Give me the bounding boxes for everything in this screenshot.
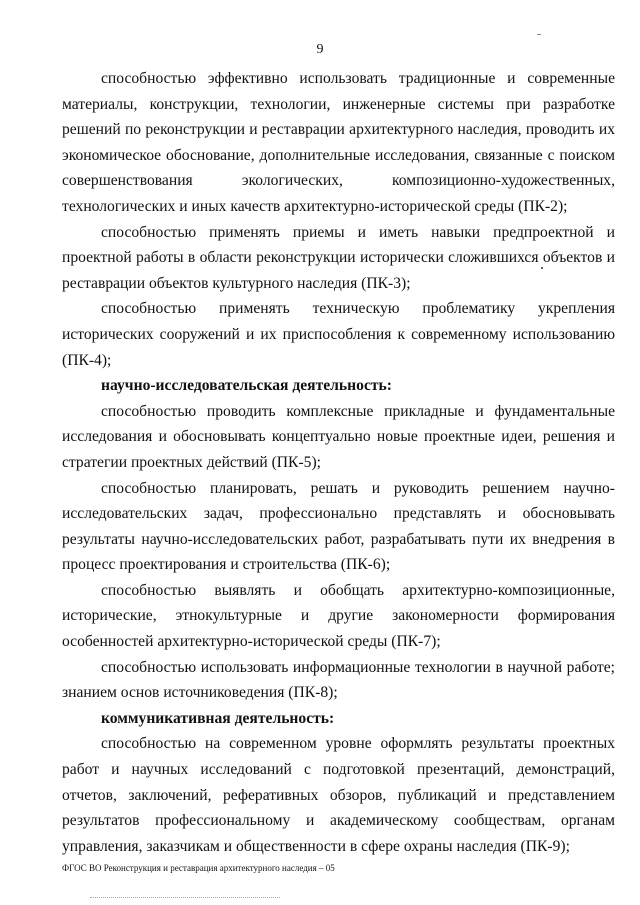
competency-pk8-paragraph: способностью использовать информационные технологии в научной работе; знанием основ источниковедения (ПК-8); (62, 658, 615, 702)
page-footer: ФГОС ВО Реконструкция и реставрация архитектурного наследия – 05 (62, 863, 335, 873)
section-heading-communicative: коммуникативная деятельность: (101, 709, 335, 727)
competency-pk9-paragraph: способностью на современном уровне оформлять результаты проектных работ и научных исследований с подготовкой презентаций, демонстраций, отчетов, заключений, реферативных обзоров, публикаций и представлением результатов профессиональному и академическому сообществам, органам управления, заказчикам и общественности в сфере охраны наследия (ПК-9); (62, 735, 615, 855)
page-number: 9 (316, 42, 324, 57)
competency-pk5-paragraph: способностью проводить комплексные прикладные и фундаментальные исследования и обосновывать концептуально новые проектные идеи, решения и стратегии проектных действий (ПК-5); (62, 402, 615, 471)
scan-artifact (90, 897, 280, 899)
competency-pk7-paragraph: способностью выявлять и обобщать архитектурно-композиционные, исторические, этнокультурные и другие закономерности формирования особенностей архитектурно-исторической среды (ПК-7); (62, 581, 615, 651)
competency-pk6-paragraph: способностью планировать, решать и руководить решением научно-исследовательских задач, профессионально представлять и обосновывать результаты научно-исследовательских работ, разрабатывать пути их внедрения в процесс проектирования и строительства (ПК-6); (62, 479, 615, 574)
scan-artifact (537, 34, 541, 35)
competency-pk4-paragraph: способностью применять техническую проблематику укрепления исторических сооружений и их приспособления к современному использованию (ПК-4); (62, 300, 615, 369)
competency-pk2-paragraph: способностью эффективно использовать традиционные и современные материалы, конструкции, технологии, инженерные системы при разработке решений по реконструкции и реставрации архитектурного наследия, проводить их экономическое обоснование, дополнительные исследования, связанные с поиском совершенствования экологических, композиционно-художественных, технологических и иных качеств архитектурно-исторической среды (ПК-2); (62, 70, 615, 215)
section-heading-research: научно-исследовательская деятельность: (101, 377, 392, 395)
document-body (62, 66, 615, 859)
competency-pk3-paragraph: способностью применять приемы и иметь навыки предпроектной и проектной работы в области реконструкции исторически сложившихся объектов и реставрации объектов культурного наследия (ПК-3); (62, 223, 615, 292)
